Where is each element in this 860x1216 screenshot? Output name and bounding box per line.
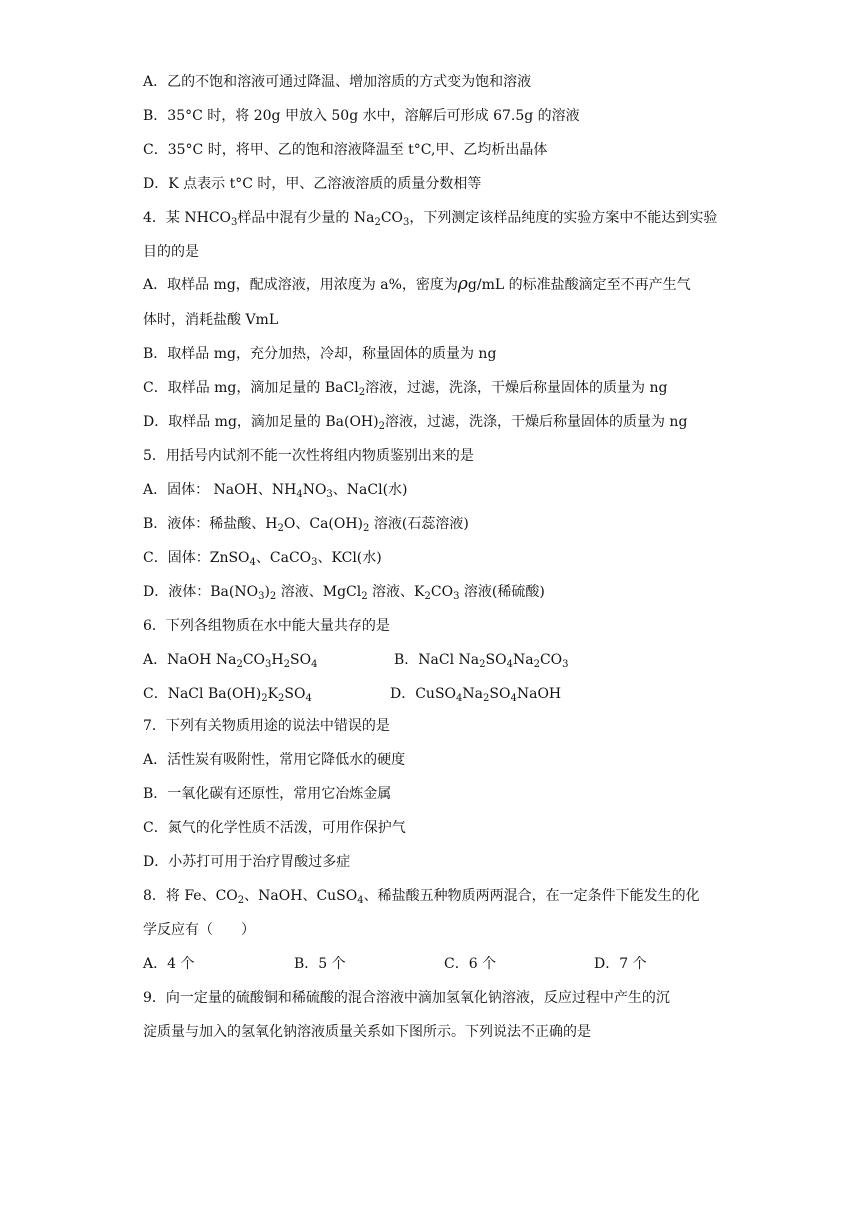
subscript: 2 (374, 217, 381, 228)
subscript: 3 (311, 557, 318, 568)
subscript: 4 (456, 693, 463, 704)
text: A．取样品 mg，配成溶液，用浓度为 a%，密度为 (143, 277, 458, 293)
text: C．固体：ZnSO (143, 550, 250, 566)
q6-option-c (143, 684, 312, 704)
subscript: 2 (363, 523, 370, 534)
q5-option-b (143, 514, 469, 534)
subscript: 4 (249, 557, 256, 568)
subscript: 2 (283, 659, 290, 670)
subscript: 4 (506, 659, 513, 670)
q5-option-a (143, 480, 408, 500)
text: A．固体： NaOH、NH (143, 482, 297, 498)
text: Na (512, 652, 534, 668)
text: 溶液、MgCl (276, 584, 362, 600)
text: 溶液(石蕊溶液) (369, 516, 469, 532)
q8-stem (143, 886, 700, 906)
text: 、KCl(水) (317, 550, 382, 566)
text: Na (462, 686, 484, 702)
text: C．取样品 mg，滴加足量的 BaCl (143, 380, 359, 396)
subscript: 2 (278, 693, 285, 704)
subscript: 2 (424, 591, 431, 602)
subscript: 3 (453, 591, 460, 602)
q8-option-a: A．4 个 (143, 956, 195, 972)
text: ) (264, 584, 270, 600)
subscript: 3 (265, 659, 272, 670)
text: CO (430, 584, 454, 600)
subscript: 2 (358, 387, 366, 398)
subscript: 2 (261, 693, 268, 704)
q6-option-b (394, 650, 569, 670)
q4-option-d (143, 412, 687, 432)
text: 、NaCl(水) (332, 482, 408, 498)
q9-stem-line1: 9．向一定量的硫酸铜和稀硫酸的混合溶液中滴加氢氧化钠溶液，反应过程中产生的沉 (143, 990, 670, 1006)
text: C．NaCl Ba(OH) (143, 686, 262, 702)
q4-option-a (143, 274, 691, 295)
text: B．液体：稀盐酸、H (143, 516, 278, 532)
text: 4．某 NHCO (143, 210, 232, 226)
text: 、CaCO (255, 550, 312, 566)
subscript: 4 (305, 693, 312, 704)
text: D．取样品 mg，滴加足量的 Ba(OH) (143, 414, 379, 430)
text: CO (242, 652, 266, 668)
q4-stem (143, 208, 717, 228)
q7-option-c: C．氮气的化学性质不活泼，可用作保护气 (143, 820, 406, 836)
subscript: 2 (361, 591, 368, 602)
text: 、NaOH、CuSO (244, 888, 358, 904)
subscript: 3 (326, 489, 333, 500)
q8-stem-line2: 学反应有（ ） (143, 922, 255, 938)
q7-option-b: B．一氧化碳有还原性，常用它冶炼金属 (143, 786, 392, 802)
subscript: 2 (378, 421, 385, 432)
subscript: 4 (357, 895, 364, 906)
q4-stem-line2: 目的的是 (143, 244, 199, 260)
subscript: 2 (533, 659, 540, 670)
q4-option-c (143, 378, 668, 398)
text: D．液体：Ba(NO (143, 584, 259, 600)
text: D．CuSO (390, 686, 457, 702)
text: CO (380, 210, 404, 226)
q7-option-a: A．活性炭有吸附性，常用它降低水的硬度 (143, 752, 406, 768)
subscript: 2 (237, 895, 245, 906)
q6-stem: 6．下列各组物质在水中能大量共存的是 (143, 618, 390, 634)
q7-stem: 7．下列有关物质用途的说法中错误的是 (143, 718, 390, 734)
q3-option-b: B．35°C 时，将 20g 甲放入 50g 水中，溶解后可形成 67.5g 的溶液 (143, 108, 580, 124)
q6-option-a (143, 650, 317, 670)
text: SO (284, 686, 306, 702)
text: ，下列测定该样品纯度的实验方案中不能达到实验 (409, 210, 718, 226)
q8-option-b: B．5 个 (294, 956, 346, 972)
subscript: 2 (479, 659, 486, 670)
q3-option-a: A．乙的不饱和溶液可通过降温、增加溶质的方式变为饱和溶液 (143, 74, 532, 90)
text: g/mL 的标准盐酸滴定至不再产生气 (467, 277, 691, 293)
text: 8．将 Fe、CO (143, 888, 238, 904)
q5-option-c (143, 548, 382, 568)
text: SO (485, 652, 507, 668)
q9-stem-line2: 淀质量与加入的氢氧化钠溶液质量关系如下图所示。下列说法不正确的是 (143, 1024, 591, 1040)
subscript: 3 (403, 217, 410, 228)
rho-symbol: ρ (457, 274, 468, 294)
text: 溶液(稀硫酸) (459, 584, 545, 600)
q4-option-a-line2: 体时，消耗盐酸 VmL (143, 312, 279, 328)
text: O、Ca(OH) (283, 516, 364, 532)
q4-option-b: B．取样品 mg，充分加热，冷却，称量固体的质量为 ng (143, 346, 497, 362)
subscript: 3 (562, 659, 569, 670)
text: 溶液，过滤，洗涤，干燥后称量固体的质量为 ng (365, 380, 668, 396)
q6-option-d (390, 684, 561, 704)
q8-option-d: D．7 个 (594, 956, 647, 972)
subscript: 2 (236, 659, 243, 670)
text: 样品中混有少量的 Na (237, 210, 375, 226)
text: SO (290, 652, 312, 668)
text: 溶液，过滤，洗涤，干燥后称量固体的质量为 ng (384, 414, 688, 430)
subscript: 2 (277, 523, 284, 534)
subscript: 3 (258, 591, 265, 602)
text: CO (539, 652, 563, 668)
text: A．NaOH Na (143, 652, 237, 668)
q8-option-c: C．6 个 (444, 956, 497, 972)
subscript: 4 (296, 489, 303, 500)
q5-option-d (143, 582, 545, 602)
text: K (267, 686, 279, 702)
q5-stem: 5．用括号内试剂不能一次性将组内物质鉴别出来的是 (143, 448, 474, 464)
subscript: 2 (483, 693, 490, 704)
q3-option-c: C．35°C 时，将甲、乙的饱和溶液降温至 t°C,甲、乙均析出晶体 (143, 142, 548, 158)
text: B．NaCl Na (394, 652, 480, 668)
text: NaOH (516, 686, 562, 702)
subscript: 4 (311, 659, 318, 670)
text: 溶液、K (367, 584, 425, 600)
text: SO (489, 686, 511, 702)
text: H (271, 652, 284, 668)
q3-option-d: D．K 点表示 t°C 时，甲、乙溶液溶质的质量分数相等 (143, 176, 482, 192)
subscript: 2 (269, 591, 277, 602)
q7-option-d: D．小苏打可用于治疗胃酸过多症 (143, 854, 351, 870)
text: 、稀盐酸五种物质两两混合，在一定条件下能发生的化 (363, 888, 700, 904)
subscript: 3 (231, 217, 238, 228)
subscript: 4 (510, 693, 517, 704)
text: NO (302, 482, 327, 498)
